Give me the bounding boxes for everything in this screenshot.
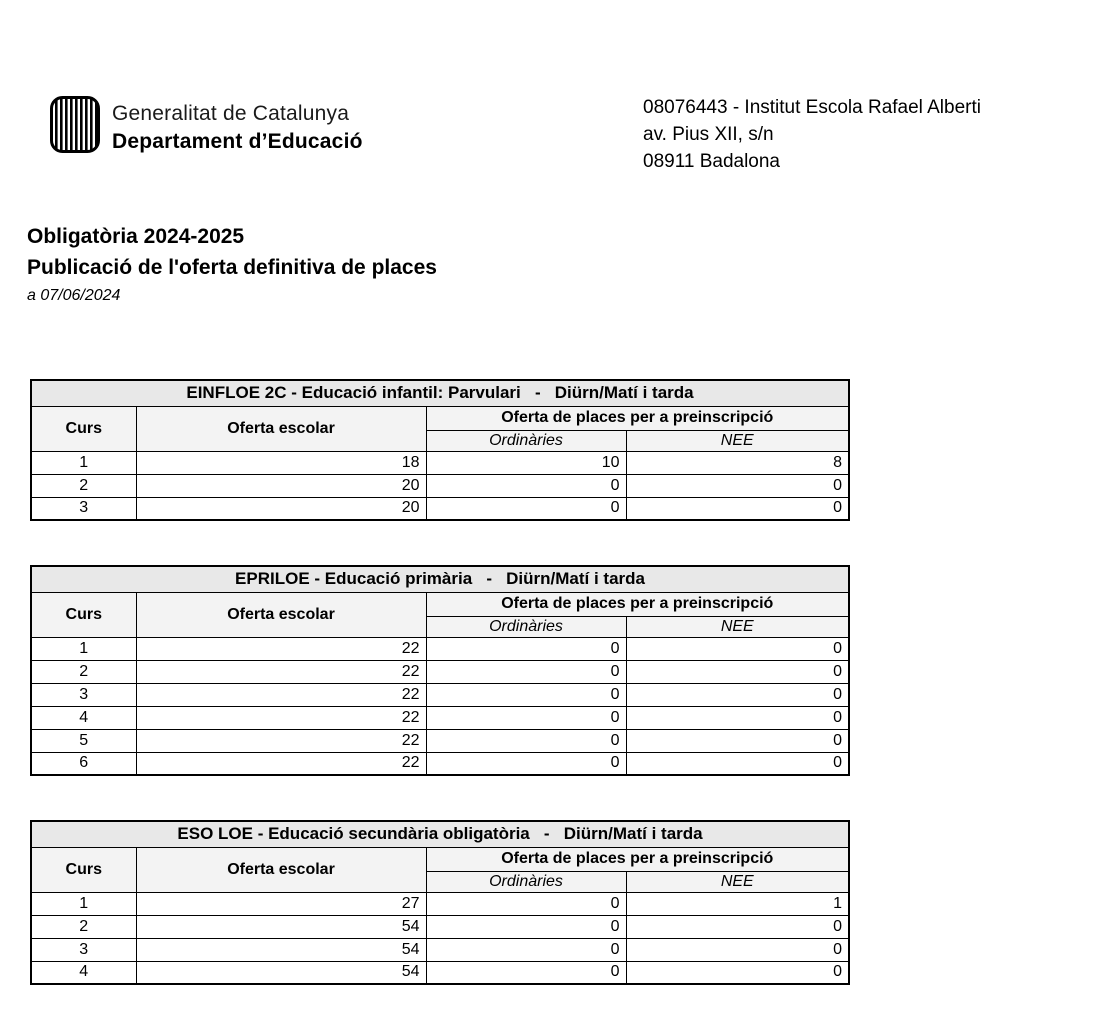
offer-tables [30,379,848,1029]
cell-oferta-escolar: 18 [136,451,426,474]
cell-curs: 2 [31,474,136,497]
cell-oferta-escolar: 22 [136,752,426,775]
cell-nee: 0 [626,474,849,497]
cell-nee: 0 [626,683,849,706]
cell-nee: 0 [626,961,849,984]
cell-curs: 1 [31,892,136,915]
cell-nee: 0 [626,915,849,938]
cell-ordinaries: 0 [426,683,626,706]
cell-oferta-escolar: 22 [136,637,426,660]
cell-nee: 0 [626,497,849,520]
cell-nee: 1 [626,892,849,915]
cell-nee: 0 [626,660,849,683]
cell-ordinaries: 0 [426,637,626,660]
table-row [31,637,849,660]
page-title-period: Obligatòria 2024-2025 [27,225,245,248]
cell-curs: 4 [31,706,136,729]
cell-curs: 5 [31,729,136,752]
cell-oferta-escolar: 27 [136,892,426,915]
cell-ordinaries: 0 [426,915,626,938]
cell-oferta-escolar: 22 [136,660,426,683]
org-name: Generalitat de Catalunya [112,102,350,125]
cell-nee: 0 [626,637,849,660]
offer-table-primaria [30,565,850,776]
cell-ordinaries: 10 [426,451,626,474]
cell-nee: 0 [626,706,849,729]
cell-curs: 2 [31,915,136,938]
cell-oferta-escolar: 22 [136,706,426,729]
page-title-main: Publicació de l'oferta definitiva de places [27,256,437,279]
cell-oferta-escolar: 54 [136,938,426,961]
cell-oferta-escolar: 54 [136,961,426,984]
cell-nee: 0 [626,752,849,775]
col-header-curs: Curs [31,406,136,451]
table-row [31,752,849,775]
cell-oferta-escolar: 22 [136,729,426,752]
cell-oferta-escolar: 20 [136,497,426,520]
cell-curs: 6 [31,752,136,775]
table-row [31,892,849,915]
cell-curs: 3 [31,683,136,706]
cell-curs: 2 [31,660,136,683]
table-row [31,706,849,729]
cell-ordinaries: 0 [426,892,626,915]
col-header-oferta-escolar: Oferta escolar [136,847,426,892]
cell-ordinaries: 0 [426,729,626,752]
cell-ordinaries: 0 [426,660,626,683]
offer-table-eso [30,820,850,985]
cell-curs: 3 [31,938,136,961]
table-row [31,938,849,961]
cell-curs: 3 [31,497,136,520]
col-header-curs: Curs [31,592,136,637]
table-row [31,497,849,520]
cell-nee: 0 [626,938,849,961]
col-header-ordinaries: Ordinàries [426,616,626,637]
col-header-nee: NEE [626,616,849,637]
cell-nee: 8 [626,451,849,474]
cell-curs: 1 [31,637,136,660]
cell-ordinaries: 0 [426,938,626,961]
cell-ordinaries: 0 [426,474,626,497]
table-row [31,660,849,683]
cell-ordinaries: 0 [426,497,626,520]
cell-oferta-escolar: 54 [136,915,426,938]
col-header-nee: NEE [626,430,849,451]
col-header-ordinaries: Ordinàries [426,430,626,451]
cell-ordinaries: 0 [426,961,626,984]
school-address: av. Pius XII, s/n [643,124,774,145]
table-row [31,729,849,752]
cell-nee: 0 [626,729,849,752]
generalitat-senyera-logo-icon [50,96,100,153]
col-header-preinscripcio: Oferta de places per a preinscripció [426,847,849,871]
table-row [31,915,849,938]
table-row [31,961,849,984]
org-department: Departament d’Educació [112,130,363,153]
table-title: EPRILOE - Educació primària - Diürn/Matí i tarda [31,566,849,592]
cell-curs: 1 [31,451,136,474]
col-header-nee: NEE [626,871,849,892]
document-title-block [27,225,437,305]
col-header-preinscripcio: Oferta de places per a preinscripció [426,592,849,616]
school-info [643,94,981,175]
col-header-preinscripcio: Oferta de places per a preinscripció [426,406,849,430]
cell-curs: 4 [31,961,136,984]
col-header-oferta-escolar: Oferta escolar [136,592,426,637]
col-header-ordinaries: Ordinàries [426,871,626,892]
table-title: EINFLOE 2C - Educació infantil: Parvulari - Diürn/Matí i tarda [31,380,849,406]
table-row [31,683,849,706]
school-city: 08911 Badalona [643,151,780,172]
org-header [50,96,363,154]
school-code-name: 08076443 - Institut Escola Rafael Alberti [643,97,981,118]
col-header-oferta-escolar: Oferta escolar [136,406,426,451]
cell-oferta-escolar: 20 [136,474,426,497]
col-header-curs: Curs [31,847,136,892]
table-title: ESO LOE - Educació secundària obligatòria - Diürn/Matí i tarda [31,821,849,847]
cell-ordinaries: 0 [426,706,626,729]
cell-ordinaries: 0 [426,752,626,775]
page-title-date: a 07/06/2024 [27,287,121,304]
table-row [31,474,849,497]
cell-oferta-escolar: 22 [136,683,426,706]
table-row [31,451,849,474]
offer-table-infantil [30,379,850,521]
